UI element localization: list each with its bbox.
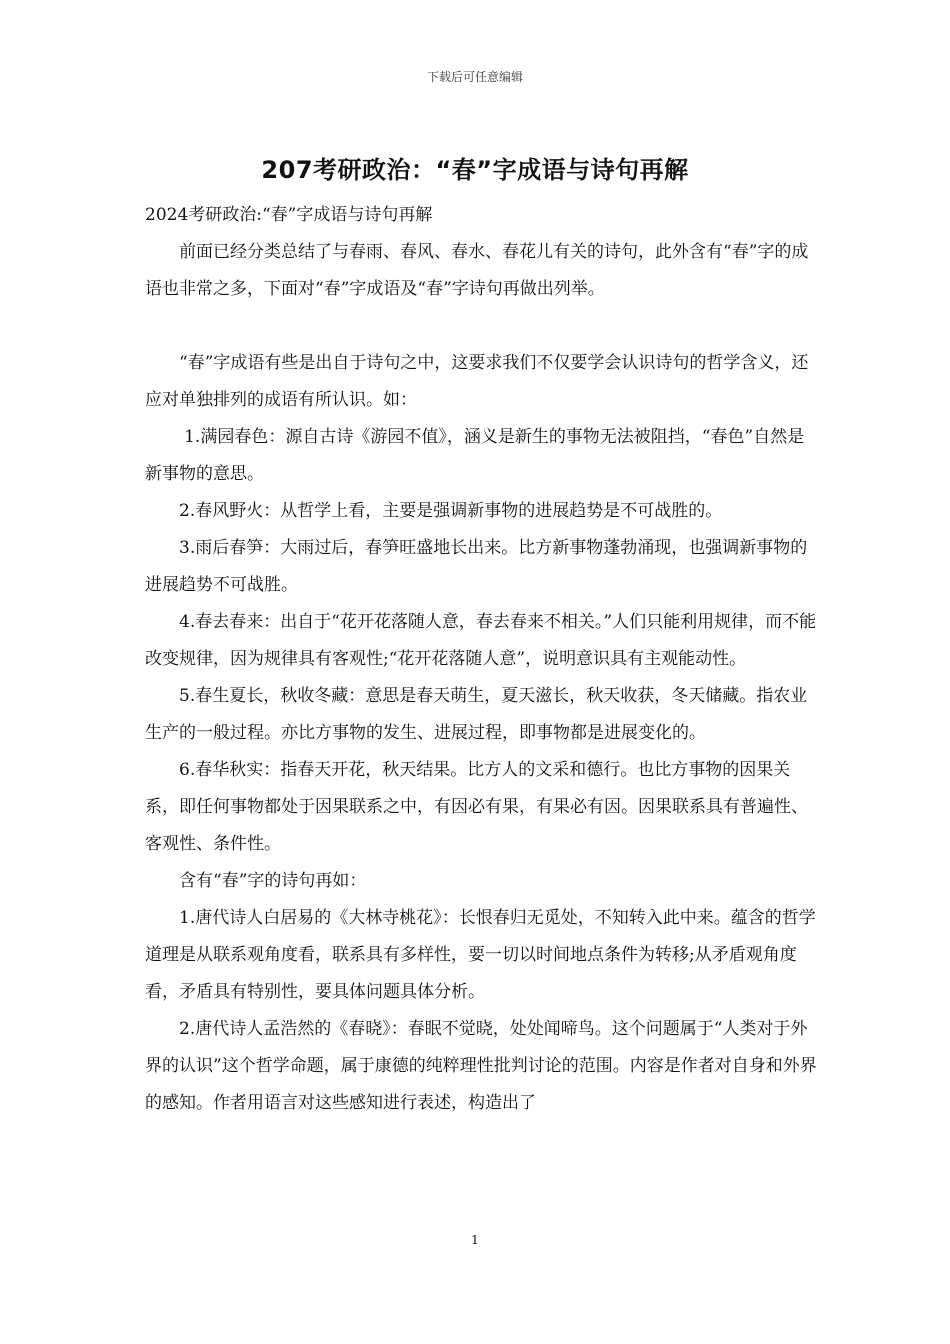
idiom-item-3: 3.雨后春笋：大雨过后，春笋旺盛地长出来。比方新事物蓬勃涌现，也强调新事物的进展趋势不可战胜。 bbox=[145, 538, 808, 595]
idiom-item-1: 1.满园春色：源自古诗《游园不值》，涵义是新生的事物无法被阻挡，“春色”自然是新事物的意思。 bbox=[145, 427, 805, 484]
poems-intro-paragraph: 含有“春”字的诗句再如： bbox=[179, 871, 367, 891]
idiom-item-2: 2.春风野火：从哲学上看，主要是强调新事物的进展趋势是不可战胜的。 bbox=[179, 501, 723, 521]
intro-paragraph: 前面已经分类总结了与春雨、春风、春水、春花儿有关的诗句，此外含有“春”字的成语也非常之多，下面对“春”字成语及“春”字诗句再做出列举。 bbox=[145, 242, 809, 299]
poem-item-1: 1.唐代诗人白居易的《大林寺桃花》：长恨春归无觅处，不知转入此中来。蕴含的哲学道理是从联系观角度看，联系具有多样性，要一切以时间地点条件为转移;从矛盾观角度看，矛盾具有特别性，要具体问题具体分析。 bbox=[145, 908, 816, 1002]
paragraph-spacer bbox=[145, 308, 820, 345]
idiom-item-5: 5.春生夏长，秋收冬藏：意思是春天萌生，夏天滋长，秋天收获，冬天储藏。指农业生产的一般过程。亦比方事物的发生、进展过程，即事物都是进展变化的。 bbox=[145, 686, 808, 743]
page-header-note: 下载后可任意编辑 bbox=[426, 70, 523, 84]
poem-item-2: 2.唐代诗人孟浩然的《春晓》：春眠不觉晓，处处闻啼鸟。这个问题属于“人类对于外界的认识”这个哲学命题，属于康德的纯粹理性批判讨论的范围。内容是作者对自身和外界的感知。作者用语言对这些感知进行表述，构造出了 bbox=[145, 1019, 817, 1113]
document-subtitle: 2024考研政治:“春”字成语与诗句再解 bbox=[145, 205, 433, 225]
idiom-item-4: 4.春去春来：出自于“花开花落随人意，春去春来不相关。”人们只能利用规律，而不能改变规律，因为规律具有客观性;“花开花落随人意”，说明意识具有主观能动性。 bbox=[145, 612, 817, 669]
document-body bbox=[145, 197, 820, 1122]
document-title: 207考研政治：“春”字成语与诗句再解 bbox=[261, 156, 689, 184]
page-number: 1 bbox=[471, 1233, 479, 1247]
idiom-item-6: 6.春华秋实：指春天开花，秋天结果。比方人的文采和德行。也比方事物的因果关系，即任何事物都处于因果联系之中，有因必有果，有果必有因。因果联系具有普遍性、客观性、条件性。 bbox=[145, 760, 808, 854]
idioms-intro-paragraph: “春”字成语有些是出自于诗句之中，这要求我们不仅要学会认识诗句的哲学含义，还应对单独排列的成语有所认识。如： bbox=[145, 353, 809, 410]
